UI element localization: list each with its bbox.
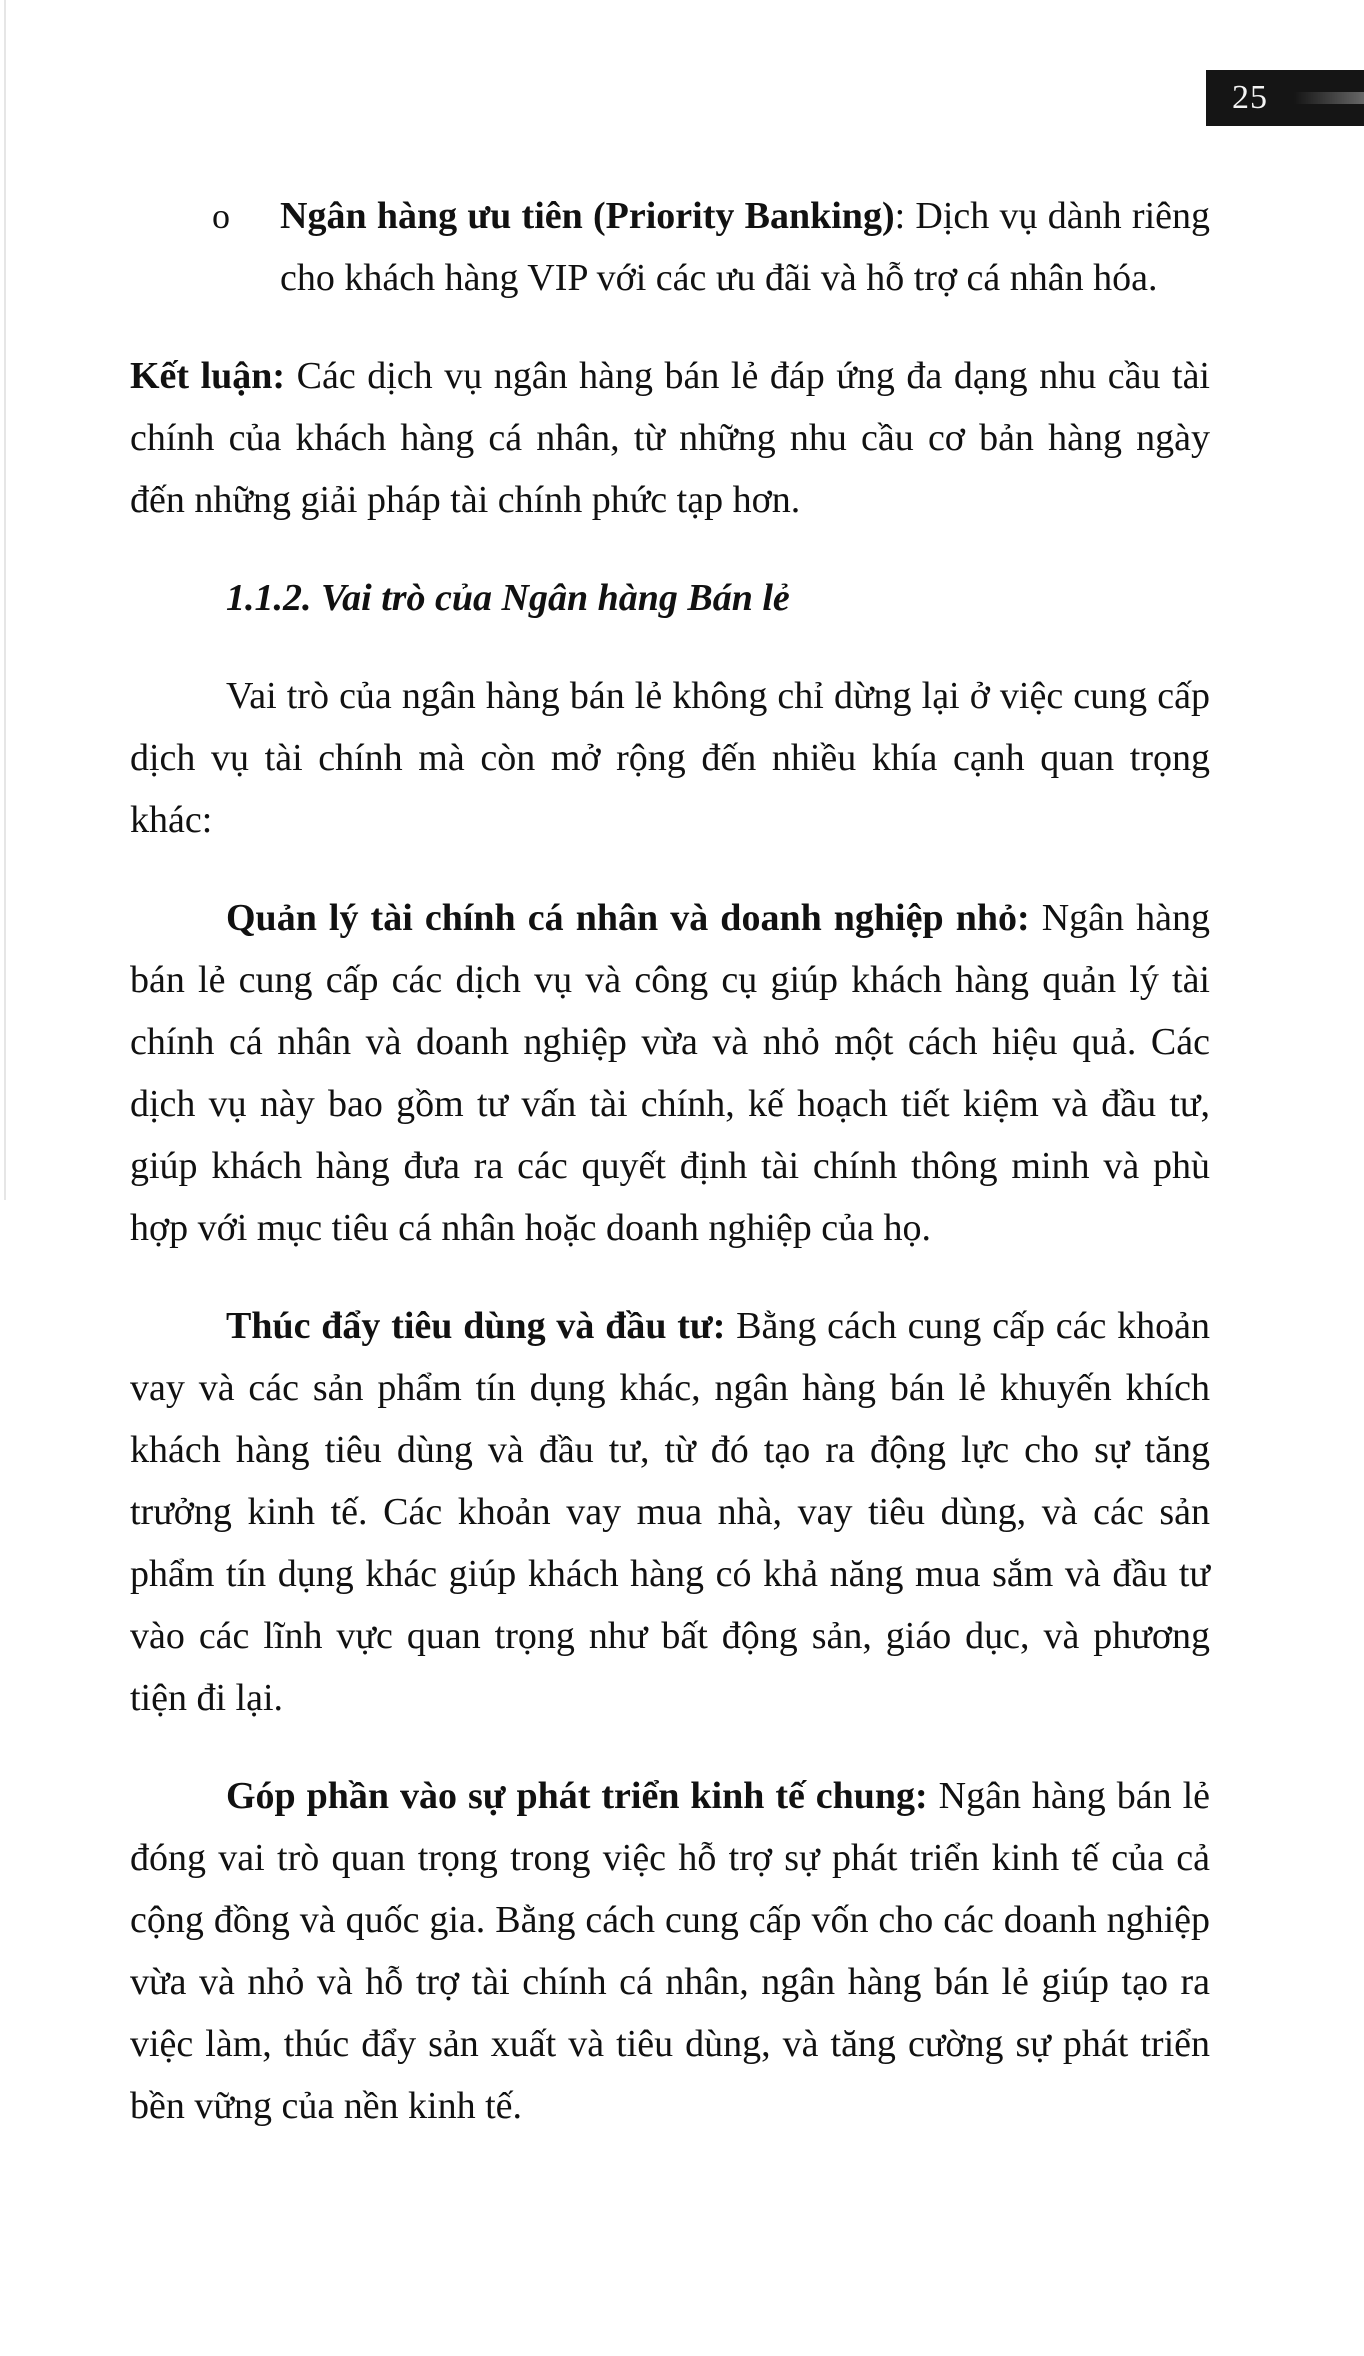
role-title: Quản lý tài chính cá nhân và doanh nghiệp nhỏ: [226, 897, 1030, 939]
role-title: Góp phần vào sự phát triển kinh tế chung: [226, 1775, 928, 1817]
bullet-text: : Dịch vụ dành riêng cho khách hàng VIP với các ưu đãi và hỗ trợ cá nhân hóa. [280, 195, 1210, 299]
role-paragraph-financial-management [130, 887, 1210, 1259]
bullet-title: Ngân hàng ưu tiên (Priority Banking) [280, 195, 895, 237]
conclusion-label: Kết luận: [130, 355, 286, 397]
role-paragraph-economic-development [130, 1765, 1210, 2137]
intro-paragraph: Vai trò của ngân hàng bán lẻ không chỉ dừng lại ở việc cung cấp dịch vụ tài chính mà còn mở rộng đến nhiều khía cạnh quan trọng khác: [130, 675, 1210, 841]
role-title: Thúc đẩy tiêu dùng và đầu tư: [226, 1305, 726, 1347]
role-text: Bằng cách cung cấp các khoản vay và các sản phẩm tín dụng khác, ngân hàng bán lẻ khuyến khích khách hàng tiêu dùng và đầu tư, từ đó tạo ra động lực cho sự tăng trưởng kinh tế. Các khoản vay mua nhà, vay tiêu dùng, và các sản phẩm tín dụng khác giúp khách hàng có khả năng mua sắm và đầu tư vào các lĩnh vực quan trọng như bất động sản, giáo dục, và phương tiện đi lại. [130, 1305, 1211, 1719]
bullet-circle-icon: o [212, 196, 230, 236]
page-edge-line [4, 0, 6, 1200]
role-text: Ngân hàng bán lẻ cung cấp các dịch vụ và công cụ giúp khách hàng quản lý tài chính cá nhân và doanh nghiệp vừa và nhỏ một cách hiệu quả. Các dịch vụ này bao gồm tư vấn tài chính, kế hoạch tiết kiệm và đầu tư, giúp khách hàng đưa ra các quyết định tài chính thông minh và phù hợp với mục tiêu cá nhân hoặc doanh nghiệp của họ. [130, 897, 1210, 1249]
page-number-fade [1294, 92, 1364, 104]
bullet-item-priority-banking [130, 185, 1210, 309]
conclusion-text: Các dịch vụ ngân hàng bán lẻ đáp ứng đa dạng nhu cầu tài chính của khách hàng cá nhân, từ những nhu cầu cơ bản hàng ngày đến những giải pháp tài chính phức tạp hơn. [130, 355, 1210, 521]
page-number-badge [1206, 70, 1364, 126]
section-heading: 1.1.2. Vai trò của Ngân hàng Bán lẻ [226, 577, 790, 619]
page-number: 25 [1232, 79, 1268, 116]
role-text: Ngân hàng bán lẻ đóng vai trò quan trọng trong việc hỗ trợ sự phát triển kinh tế của cả cộng đồng và quốc gia. Bằng cách cung cấp vốn cho các doanh nghiệp vừa và nhỏ và hỗ trợ tài chính cá nhân, ngân hàng bán lẻ giúp tạo ra việc làm, thúc đẩy sản xuất và tiêu dùng, và tăng cường sự phát triển bền vững của nền kinh tế. [130, 1775, 1210, 2127]
conclusion-paragraph [130, 345, 1210, 531]
role-paragraph-consumption-investment [130, 1295, 1210, 1729]
page-content [130, 185, 1210, 2173]
